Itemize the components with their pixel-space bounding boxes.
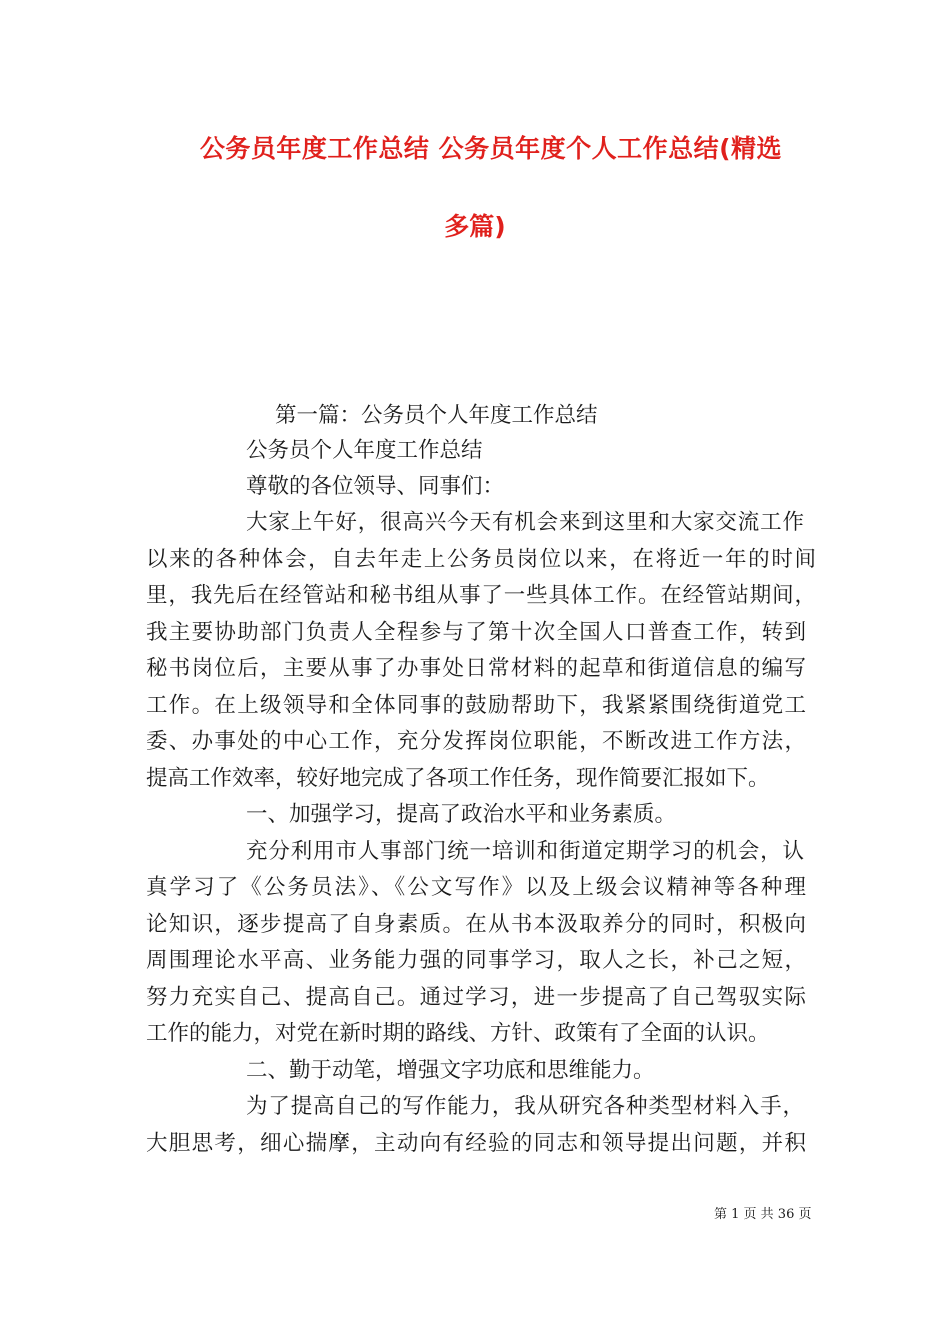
section-heading-line: 第一篇：公务员个人年度工作总结: [275, 403, 598, 428]
text-line: 充分利用市人事部门统一培训和街道定期学习的机会，认: [246, 839, 804, 864]
text-line: 秘书岗位后，主要从事了办事处日常材料的起草和街道信息的编写: [146, 656, 806, 681]
text-line: 大家上午好，很高兴今天有机会来到这里和大家交流工作: [246, 510, 804, 535]
salutation-line: 尊敬的各位领导、同事们：: [246, 474, 505, 499]
text-line: 工作的能力，对党在新时期的路线、方针、政策有了全面的认识。: [146, 1021, 770, 1046]
section-heading-line: 一、加强学习，提高了政治水平和业务素质。: [246, 802, 677, 827]
text-line: 努力充实自己、提高自己。通过学习，进一步提高了自己驾驭实际: [146, 985, 806, 1010]
text-line: 论知识，逐步提高了自身素质。在从书本汲取养分的同时，积极向: [146, 912, 806, 937]
text-line: 真学习了《公务员法》、《公文写作》以及上级会议精神等各种理: [146, 875, 806, 900]
page-number-footer: 第 1 页 共 36 页: [714, 1207, 812, 1222]
subtitle-line: 公务员个人年度工作总结: [246, 438, 483, 463]
text-line: 里，我先后在经管站和秘书组从事了一些具体工作。在经管站期间，: [146, 583, 816, 608]
text-line: 周围理论水平高、业务能力强的同事学习，取人之长，补己之短，: [146, 948, 806, 973]
text-line: 我主要协助部门负责人全程参与了第十次全国人口普查工作，转到: [146, 620, 806, 645]
text-line: 为了提高自己的写作能力，我从研究各种类型材料入手，: [246, 1094, 804, 1119]
text-line: 大胆思考，细心揣摩，主动向有经验的同志和领导提出问题，并积: [146, 1131, 806, 1156]
title-line-2: 多篇): [444, 212, 506, 241]
text-line: 工作。在上级领导和全体同事的鼓励帮助下，我紧紧围绕街道党工: [146, 693, 806, 718]
text-line: 以来的各种体会，自去年走上公务员岗位以来，在将近一年的时间: [146, 547, 816, 572]
text-line: 委、办事处的中心工作，充分发挥岗位职能，不断改进工作方法，: [146, 729, 806, 754]
text-line: 提高工作效率，较好地完成了各项工作任务，现作简要汇报如下。: [146, 766, 770, 791]
section-heading-line: 二、勤于动笔，增强文字功底和思维能力。: [246, 1058, 655, 1083]
title-line-1: 公务员年度工作总结 公务员年度个人工作总结(精选: [199, 134, 783, 163]
